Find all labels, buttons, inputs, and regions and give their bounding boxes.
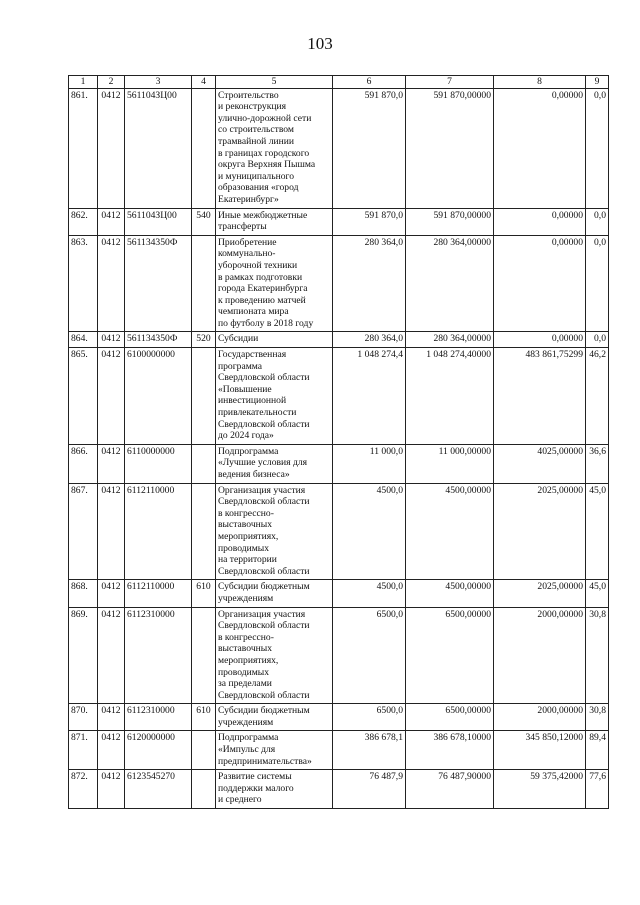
target-article-code: 6112110000	[125, 483, 192, 580]
row-number: 866.	[69, 444, 98, 483]
execution-percent: 45,0	[586, 483, 609, 580]
row-number: 868.	[69, 580, 98, 607]
row-number: 861.	[69, 88, 98, 208]
column-header: 4	[192, 76, 216, 89]
execution-percent: 89,4	[586, 731, 609, 770]
expense-type-code: 540	[192, 208, 216, 235]
execution-percent: 46,2	[586, 348, 609, 445]
item-name: Приобретение коммунально- уборочной техники в рамках подготовки города Екатеринбурга к проведению матчей чемпионата мира по футболу в 2018 году	[216, 235, 333, 332]
column-header: 3	[125, 76, 192, 89]
row-number: 869.	[69, 607, 98, 704]
row-number: 872.	[69, 770, 98, 809]
executed-amount: 0,00000	[494, 332, 586, 348]
executed-amount: 345 850,12000	[494, 731, 586, 770]
section-code: 0412	[98, 332, 125, 348]
item-name: Организация участия Свердловской области в конгрессно- выставочных мероприятиях, проводимых за пределами Свердловской области	[216, 607, 333, 704]
target-article-code: 6100000000	[125, 348, 192, 445]
section-code: 0412	[98, 607, 125, 704]
section-code: 0412	[98, 483, 125, 580]
section-code: 0412	[98, 208, 125, 235]
column-header: 5	[216, 76, 333, 89]
expense-type-code: 610	[192, 704, 216, 731]
execution-percent: 30,8	[586, 607, 609, 704]
executed-amount: 4025,00000	[494, 444, 586, 483]
approved-amount: 6500,0	[333, 607, 406, 704]
target-article-code: 561134350Ф	[125, 332, 192, 348]
executed-amount: 0,00000	[494, 88, 586, 208]
expense-type-code	[192, 607, 216, 704]
approved-amount: 4500,0	[333, 483, 406, 580]
table-row	[69, 770, 609, 809]
section-code: 0412	[98, 235, 125, 332]
revised-amount: 76 487,90000	[406, 770, 494, 809]
target-article-code: 6123545270	[125, 770, 192, 809]
target-article-code: 6112110000	[125, 580, 192, 607]
item-name: Субсидии бюджетным учреждениям	[216, 704, 333, 731]
row-number: 864.	[69, 332, 98, 348]
revised-amount: 4500,00000	[406, 580, 494, 607]
budget-table	[68, 75, 609, 809]
item-name: Подпрограмма «Лучшие условия для ведения бизнеса»	[216, 444, 333, 483]
approved-amount: 591 870,0	[333, 208, 406, 235]
revised-amount: 1 048 274,40000	[406, 348, 494, 445]
item-name: Развитие системы поддержки малого и среднего	[216, 770, 333, 809]
approved-amount: 76 487,9	[333, 770, 406, 809]
item-name: Субсидии	[216, 332, 333, 348]
revised-amount: 591 870,00000	[406, 208, 494, 235]
target-article-code: 6112310000	[125, 704, 192, 731]
column-header: 2	[98, 76, 125, 89]
approved-amount: 11 000,0	[333, 444, 406, 483]
table-row	[69, 607, 609, 704]
table-row	[69, 88, 609, 208]
revised-amount: 386 678,10000	[406, 731, 494, 770]
revised-amount: 11 000,00000	[406, 444, 494, 483]
item-name: Государственная программа Свердловской области «Повышение инвестиционной привлекательности Свердловской области до 2024 года»	[216, 348, 333, 445]
expense-type-code	[192, 731, 216, 770]
table-row	[69, 208, 609, 235]
item-name: Иные межбюджетные трансферты	[216, 208, 333, 235]
approved-amount: 591 870,0	[333, 88, 406, 208]
table-row	[69, 348, 609, 445]
approved-amount: 386 678,1	[333, 731, 406, 770]
executed-amount: 0,00000	[494, 235, 586, 332]
item-name: Субсидии бюджетным учреждениям	[216, 580, 333, 607]
column-header: 1	[69, 76, 98, 89]
row-number: 862.	[69, 208, 98, 235]
section-code: 0412	[98, 88, 125, 208]
row-number: 863.	[69, 235, 98, 332]
row-number: 870.	[69, 704, 98, 731]
executed-amount: 2025,00000	[494, 483, 586, 580]
execution-percent: 0,0	[586, 208, 609, 235]
table-row	[69, 704, 609, 731]
executed-amount: 59 375,42000	[494, 770, 586, 809]
approved-amount: 4500,0	[333, 580, 406, 607]
expense-type-code: 610	[192, 580, 216, 607]
revised-amount: 591 870,00000	[406, 88, 494, 208]
expense-type-code	[192, 88, 216, 208]
expense-type-code	[192, 444, 216, 483]
revised-amount: 6500,00000	[406, 704, 494, 731]
execution-percent: 0,0	[586, 235, 609, 332]
column-header: 6	[333, 76, 406, 89]
revised-amount: 280 364,00000	[406, 332, 494, 348]
execution-percent: 36,6	[586, 444, 609, 483]
expense-type-code: 520	[192, 332, 216, 348]
revised-amount: 280 364,00000	[406, 235, 494, 332]
executed-amount: 483 861,75299	[494, 348, 586, 445]
expense-type-code	[192, 235, 216, 332]
section-code: 0412	[98, 444, 125, 483]
execution-percent: 45,0	[586, 580, 609, 607]
column-header: 7	[406, 76, 494, 89]
target-article-code: 6112310000	[125, 607, 192, 704]
target-article-code: 561134350Ф	[125, 235, 192, 332]
table-body	[69, 88, 609, 808]
target-article-code: 6110000000	[125, 444, 192, 483]
target-article-code: 6120000000	[125, 731, 192, 770]
header-row	[69, 76, 609, 89]
approved-amount: 6500,0	[333, 704, 406, 731]
row-number: 867.	[69, 483, 98, 580]
revised-amount: 6500,00000	[406, 607, 494, 704]
section-code: 0412	[98, 770, 125, 809]
item-name: Подпрограмма «Импульс для предпринимательства»	[216, 731, 333, 770]
target-article-code: 561104ЗЦ00	[125, 208, 192, 235]
expense-type-code	[192, 348, 216, 445]
table-row	[69, 332, 609, 348]
table-row	[69, 444, 609, 483]
executed-amount: 0,00000	[494, 208, 586, 235]
executed-amount: 2000,00000	[494, 704, 586, 731]
execution-percent: 0,0	[586, 88, 609, 208]
approved-amount: 280 364,0	[333, 332, 406, 348]
section-code: 0412	[98, 704, 125, 731]
row-number: 871.	[69, 731, 98, 770]
column-header: 9	[586, 76, 609, 89]
table-row	[69, 731, 609, 770]
expense-type-code	[192, 770, 216, 809]
item-name: Организация участия Свердловской области в конгрессно- выставочных мероприятиях, проводимых на территории Свердловской области	[216, 483, 333, 580]
section-code: 0412	[98, 731, 125, 770]
target-article-code: 561104ЗЦ00	[125, 88, 192, 208]
execution-percent: 77,6	[586, 770, 609, 809]
expense-type-code	[192, 483, 216, 580]
approved-amount: 280 364,0	[333, 235, 406, 332]
execution-percent: 30,8	[586, 704, 609, 731]
section-code: 0412	[98, 580, 125, 607]
column-header: 8	[494, 76, 586, 89]
table-row	[69, 483, 609, 580]
item-name: Строительство и реконструкция улично-дорожной сети со строительством трамвайной линии в границах городского округа Верхняя Пышма и муниципального образования «город Екатеринбург»	[216, 88, 333, 208]
executed-amount: 2000,00000	[494, 607, 586, 704]
execution-percent: 0,0	[586, 332, 609, 348]
revised-amount: 4500,00000	[406, 483, 494, 580]
executed-amount: 2025,00000	[494, 580, 586, 607]
approved-amount: 1 048 274,4	[333, 348, 406, 445]
table-row	[69, 235, 609, 332]
table-row	[69, 580, 609, 607]
section-code: 0412	[98, 348, 125, 445]
page-number: 103	[307, 34, 333, 53]
row-number: 865.	[69, 348, 98, 445]
